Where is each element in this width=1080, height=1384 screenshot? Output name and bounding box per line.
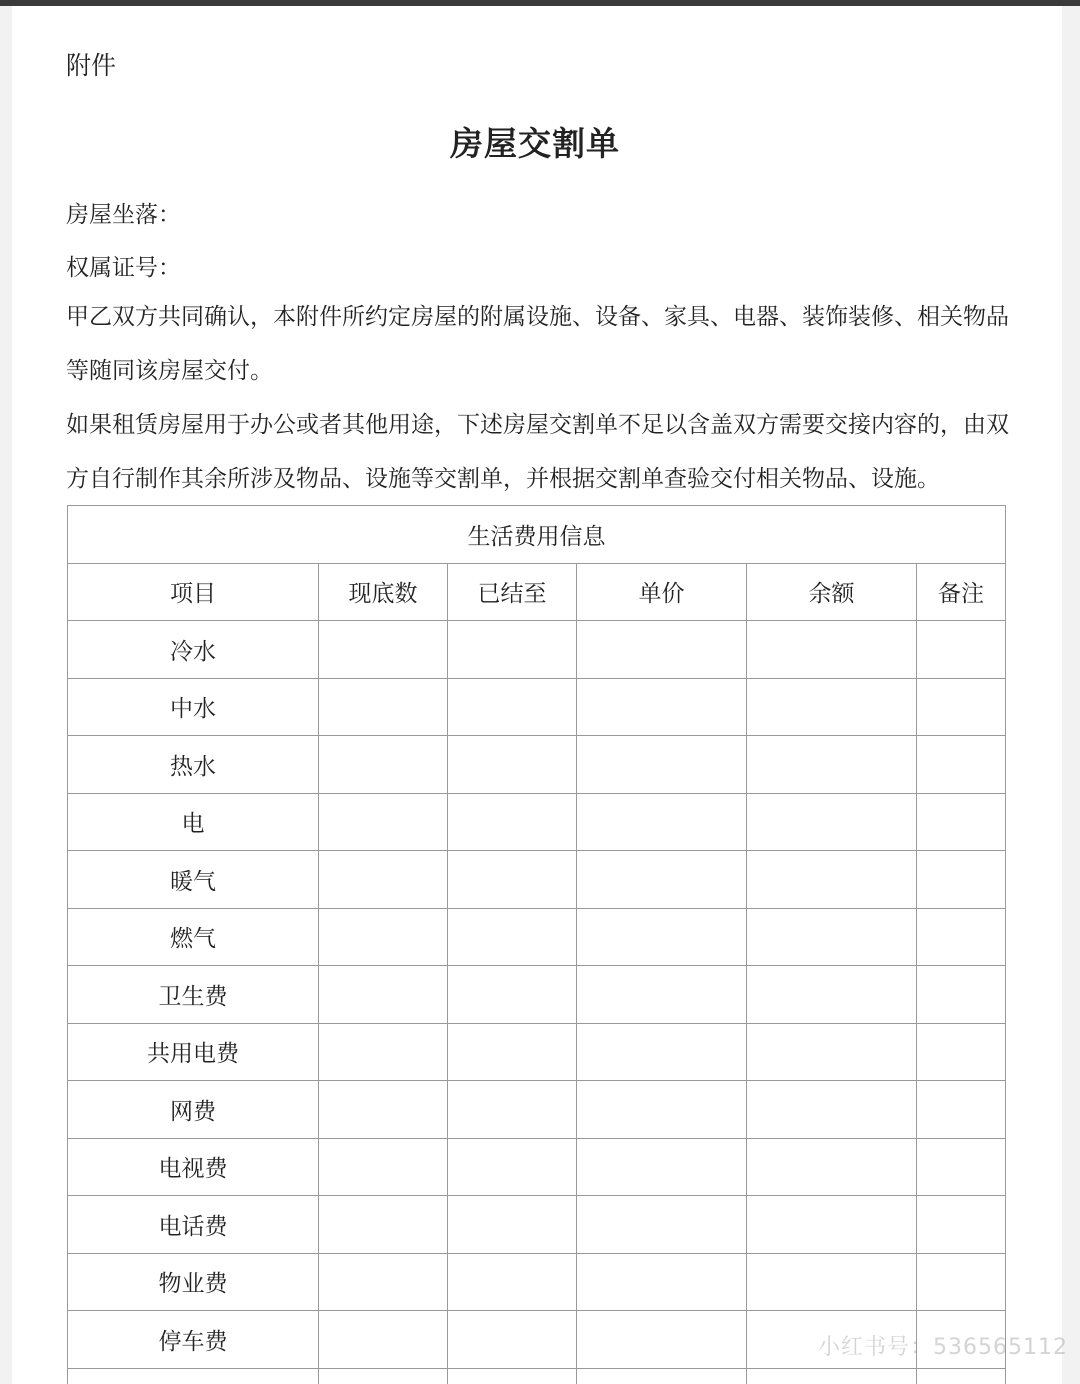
empty-value-cell[interactable]: [747, 736, 917, 794]
empty-value-cell[interactable]: [319, 1253, 448, 1311]
item-name-cell: 电: [68, 793, 319, 851]
empty-value-cell[interactable]: [917, 1368, 1006, 1384]
empty-value-cell[interactable]: [319, 1368, 448, 1384]
item-name-cell: 热水: [68, 736, 319, 794]
empty-value-cell[interactable]: [917, 1138, 1006, 1196]
empty-value-cell[interactable]: [917, 678, 1006, 736]
empty-value-cell[interactable]: [577, 1253, 747, 1311]
empty-value-cell[interactable]: [917, 1081, 1006, 1139]
column-header: 单价: [577, 563, 747, 621]
empty-value-cell[interactable]: [917, 851, 1006, 909]
item-name-cell: 暖气: [68, 851, 319, 909]
empty-value-cell[interactable]: [917, 793, 1006, 851]
empty-value-cell[interactable]: [917, 908, 1006, 966]
empty-value-cell[interactable]: [917, 1253, 1006, 1311]
empty-value-cell[interactable]: [747, 908, 917, 966]
table-row: [68, 851, 1006, 909]
empty-value-cell[interactable]: [448, 966, 577, 1024]
empty-value-cell[interactable]: [577, 1311, 747, 1369]
empty-value-cell[interactable]: [68, 1368, 319, 1384]
empty-value-cell[interactable]: [319, 736, 448, 794]
table-caption: 生活费用信息: [68, 506, 1006, 564]
table-header-row: [68, 563, 1006, 621]
empty-value-cell[interactable]: [747, 1196, 917, 1254]
empty-value-cell[interactable]: [577, 678, 747, 736]
empty-value-cell[interactable]: [319, 1138, 448, 1196]
attachment-label: 附件: [66, 51, 117, 80]
empty-value-cell[interactable]: [448, 851, 577, 909]
empty-value-cell[interactable]: [577, 1196, 747, 1254]
empty-value-cell[interactable]: [319, 793, 448, 851]
table-row: [68, 621, 1006, 679]
table-row: [68, 793, 1006, 851]
empty-value-cell[interactable]: [917, 966, 1006, 1024]
empty-value-cell[interactable]: [448, 908, 577, 966]
watermark: 小红书号：536565112: [818, 1335, 1068, 1360]
empty-value-cell[interactable]: [319, 908, 448, 966]
empty-value-cell[interactable]: [577, 736, 747, 794]
empty-value-cell[interactable]: [319, 1311, 448, 1369]
column-header: 项目: [68, 563, 319, 621]
empty-value-cell[interactable]: [319, 1023, 448, 1081]
empty-value-cell[interactable]: [448, 1311, 577, 1369]
document-page: [12, 6, 1062, 1384]
table-row: [68, 1368, 1006, 1384]
item-name-cell: 共用电费: [68, 1023, 319, 1081]
office-use-paragraph: 如果租赁房屋用于办公或者其他用途，下述房屋交割单不足以含盖双方需要交接内容的，由双方自行制作其余所涉及物品、设施等交割单，并根据交割单查验交付相关物品、设施。: [66, 412, 1009, 492]
item-name-cell: 燃气: [68, 908, 319, 966]
column-header: 已结至: [448, 563, 577, 621]
empty-value-cell[interactable]: [747, 1138, 917, 1196]
empty-value-cell[interactable]: [747, 1081, 917, 1139]
item-name-cell: 物业费: [68, 1253, 319, 1311]
empty-value-cell[interactable]: [577, 621, 747, 679]
empty-value-cell[interactable]: [577, 1138, 747, 1196]
table-row: [68, 1023, 1006, 1081]
empty-value-cell[interactable]: [448, 1368, 577, 1384]
column-header: 现底数: [319, 563, 448, 621]
column-header: 备注: [917, 563, 1006, 621]
item-name-cell: 电视费: [68, 1138, 319, 1196]
empty-value-cell[interactable]: [577, 1368, 747, 1384]
empty-value-cell[interactable]: [747, 1253, 917, 1311]
table-caption-row: [68, 506, 1006, 564]
item-name-cell: 冷水: [68, 621, 319, 679]
empty-value-cell[interactable]: [747, 621, 917, 679]
empty-value-cell[interactable]: [747, 966, 917, 1024]
column-header: 余额: [747, 563, 917, 621]
empty-value-cell[interactable]: [577, 966, 747, 1024]
empty-value-cell[interactable]: [747, 678, 917, 736]
address-field-label: 房屋坐落：: [66, 202, 181, 228]
table-row: [68, 736, 1006, 794]
empty-value-cell[interactable]: [319, 851, 448, 909]
empty-value-cell[interactable]: [747, 1023, 917, 1081]
empty-value-cell[interactable]: [577, 793, 747, 851]
empty-value-cell[interactable]: [917, 1023, 1006, 1081]
empty-value-cell[interactable]: [448, 793, 577, 851]
table-body: [68, 621, 1006, 1384]
table-row: [68, 1253, 1006, 1311]
empty-value-cell[interactable]: [577, 851, 747, 909]
empty-value-cell[interactable]: [319, 1196, 448, 1254]
fees-table: [67, 505, 1006, 1384]
page-title: 房屋交割单: [450, 124, 620, 163]
table-row: [68, 1081, 1006, 1139]
empty-value-cell[interactable]: [448, 1253, 577, 1311]
item-name-cell: 网费: [68, 1081, 319, 1139]
table-row: [68, 678, 1006, 736]
empty-value-cell[interactable]: [448, 1081, 577, 1139]
empty-value-cell[interactable]: [448, 1138, 577, 1196]
empty-value-cell[interactable]: [448, 1196, 577, 1254]
certificate-field-label: 权属证号：: [66, 255, 181, 281]
empty-value-cell[interactable]: [917, 621, 1006, 679]
empty-value-cell[interactable]: [448, 736, 577, 794]
empty-value-cell[interactable]: [747, 793, 917, 851]
table-row: [68, 908, 1006, 966]
empty-value-cell[interactable]: [577, 1081, 747, 1139]
confirmation-paragraph: 甲乙双方共同确认，本附件所约定房屋的附属设施、设备、家具、电器、装饰装修、相关物品等随同该房屋交付。: [66, 304, 1009, 384]
empty-value-cell[interactable]: [448, 678, 577, 736]
empty-value-cell[interactable]: [747, 1368, 917, 1384]
item-name-cell: 卫生费: [68, 966, 319, 1024]
empty-value-cell[interactable]: [448, 621, 577, 679]
item-name-cell: 停车费: [68, 1311, 319, 1369]
empty-value-cell[interactable]: [577, 908, 747, 966]
empty-value-cell[interactable]: [319, 678, 448, 736]
table-row: [68, 966, 1006, 1024]
empty-value-cell[interactable]: [917, 1196, 1006, 1254]
item-name-cell: 电话费: [68, 1196, 319, 1254]
empty-value-cell[interactable]: [917, 736, 1006, 794]
empty-value-cell[interactable]: [448, 1023, 577, 1081]
empty-value-cell[interactable]: [747, 851, 917, 909]
table-row: [68, 1196, 1006, 1254]
empty-value-cell[interactable]: [577, 1023, 747, 1081]
table-row: [68, 1138, 1006, 1196]
empty-value-cell[interactable]: [319, 621, 448, 679]
item-name-cell: 中水: [68, 678, 319, 736]
empty-value-cell[interactable]: [319, 1081, 448, 1139]
empty-value-cell[interactable]: [319, 966, 448, 1024]
